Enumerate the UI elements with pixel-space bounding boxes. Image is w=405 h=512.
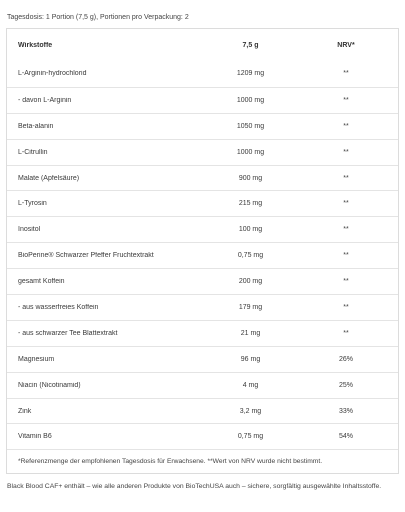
ingredient-amount: 100 mg: [238, 226, 263, 234]
ingredient-name: Magnesium: [18, 355, 55, 363]
table-header-row: [7, 29, 398, 61]
ingredient-nrv: 54%: [338, 433, 353, 441]
ingredient-amount: 0,75 mg: [237, 252, 264, 260]
ingredient-name: - aus wasserfreies Koffein: [18, 303, 99, 311]
table-row: [7, 165, 398, 191]
ingredient-nrv: 25%: [338, 381, 353, 389]
ingredient-amount: 1050 mg: [236, 122, 265, 130]
table-row: [7, 398, 398, 424]
ingredient-nrv: **: [343, 226, 349, 234]
table-row: [7, 294, 398, 320]
table-footnote: *Referenzmenge der empfohlenen Tagesdosis für Erwachsene. **Wert von NRV wurde nicht bestimmt.: [7, 449, 398, 473]
ingredient-name: gesamt Koffein: [18, 278, 65, 286]
table-row: [7, 216, 398, 242]
ingredient-nrv: 26%: [338, 355, 353, 363]
table-row: [7, 242, 398, 268]
ingredient-name: - aus schwarzer Tee Blattextrakt: [18, 329, 118, 337]
serving-info: Tagesdosis: 1 Portion (7,5 g), Portionen pro Verpackung: 2: [7, 14, 189, 21]
header-nrv: NRV*: [337, 41, 355, 49]
ingredient-name: Zink: [18, 407, 32, 415]
ingredient-nrv: 33%: [338, 407, 353, 415]
ingredient-nrv: **: [343, 303, 349, 311]
ingredient-amount: 215 mg: [238, 200, 263, 208]
ingredient-nrv: **: [343, 278, 349, 286]
ingredient-name: - davon L-Arginin: [18, 96, 72, 104]
table-row: [7, 346, 398, 372]
table-row: [7, 423, 398, 449]
ingredient-amount: 3,2 mg: [239, 407, 262, 415]
header-ingredients: Wirkstoffe: [18, 41, 53, 49]
ingredient-amount: 21 mg: [240, 329, 261, 337]
ingredient-nrv: **: [343, 252, 349, 260]
ingredient-name: BioPerine® Schwarzer Pfeffer Fruchtextrakt: [18, 252, 154, 260]
header-amount: 7,5 g: [242, 41, 259, 49]
table-row: [7, 372, 398, 398]
ingredient-nrv: **: [343, 122, 349, 130]
table-row: [7, 139, 398, 165]
ingredient-amount: 1000 mg: [236, 148, 265, 156]
ingredient-amount: 1209 mg: [236, 70, 265, 78]
ingredient-name: L-Arginin-hydrochlorid: [18, 70, 87, 78]
ingredient-name: Vitamin B6: [18, 433, 52, 441]
ingredient-name: L-Citrullin: [18, 148, 48, 156]
ingredient-nrv: **: [343, 96, 349, 104]
table-row: [7, 113, 398, 139]
ingredient-name: Niacin (Nicotinamid): [18, 381, 81, 389]
ingredient-nrv: **: [343, 200, 349, 208]
ingredient-nrv: **: [343, 70, 349, 78]
ingredient-amount: 900 mg: [238, 174, 263, 182]
ingredient-amount: 4 mg: [242, 381, 259, 389]
table-row: [7, 61, 398, 87]
ingredient-nrv: **: [343, 174, 349, 182]
ingredient-amount: 200 mg: [238, 278, 263, 286]
nutrition-table: [6, 28, 399, 474]
ingredient-name: Beta-alanin: [18, 122, 54, 130]
table-row: [7, 320, 398, 346]
ingredient-amount: 179 mg: [238, 303, 263, 311]
ingredient-nrv: **: [343, 329, 349, 337]
ingredient-name: Malate (Apfelsäure): [18, 174, 80, 182]
table-row: [7, 268, 398, 294]
table-row: [7, 87, 398, 113]
ingredient-name: Inositol: [18, 226, 41, 234]
ingredient-amount: 1000 mg: [236, 96, 265, 104]
ingredient-amount: 96 mg: [240, 355, 261, 363]
ingredient-amount: 0,75 mg: [237, 433, 264, 441]
ingredient-name: L-Tyrosin: [18, 200, 47, 208]
product-description: Black Blood CAF+ enthält – wie alle anderen Produkte von BioTechUSA auch – sichere, sorgfältig ausgewählte Inhaltsstoffe.: [7, 483, 382, 490]
table-row: [7, 190, 398, 216]
ingredient-nrv: **: [343, 148, 349, 156]
